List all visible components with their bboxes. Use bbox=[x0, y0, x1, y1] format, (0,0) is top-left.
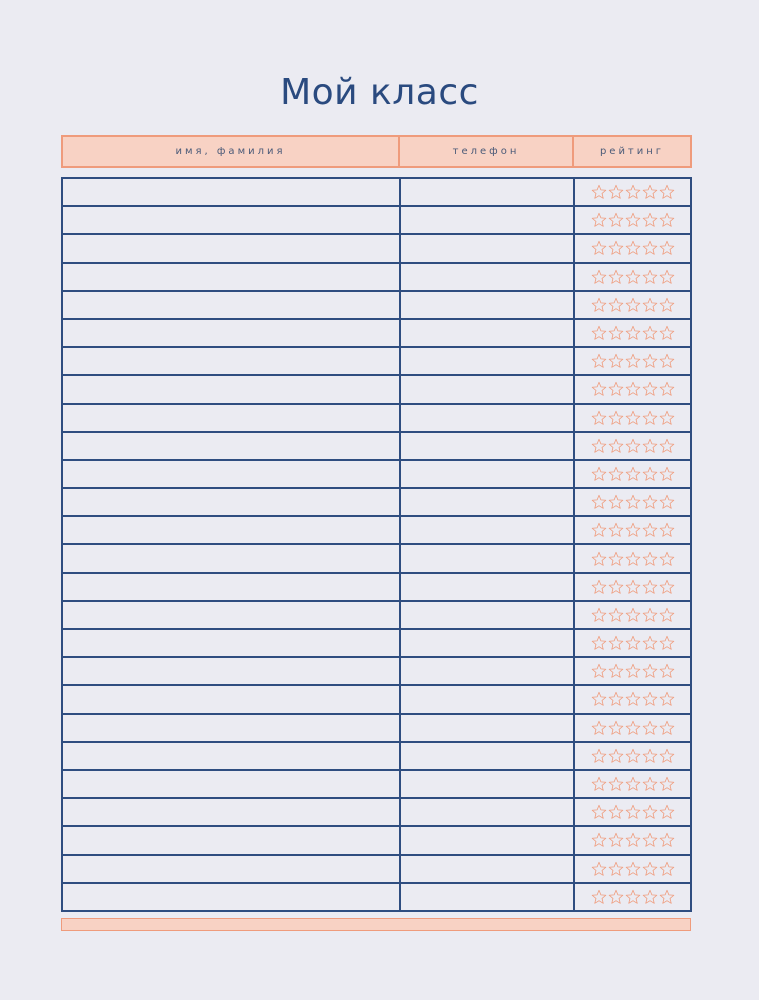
name-cell[interactable] bbox=[63, 686, 401, 712]
star-outline-icon[interactable] bbox=[591, 297, 607, 313]
rating-cell bbox=[575, 574, 690, 600]
star-outline-icon[interactable] bbox=[608, 466, 624, 482]
star-outline-icon[interactable] bbox=[625, 861, 641, 877]
star-outline-icon[interactable] bbox=[591, 804, 607, 820]
star-outline-icon[interactable] bbox=[625, 184, 641, 200]
star-outline-icon[interactable] bbox=[625, 410, 641, 426]
table-row bbox=[63, 320, 690, 348]
class-table bbox=[61, 177, 692, 912]
table-row bbox=[63, 376, 690, 404]
star-outline-icon[interactable] bbox=[608, 269, 624, 285]
star-outline-icon[interactable] bbox=[591, 494, 607, 510]
name-cell[interactable] bbox=[63, 292, 401, 318]
star-outline-icon[interactable] bbox=[659, 212, 675, 228]
star-outline-icon[interactable] bbox=[659, 663, 675, 679]
table-row bbox=[63, 715, 690, 743]
phone-cell[interactable] bbox=[401, 658, 575, 684]
rating-cell bbox=[575, 686, 690, 712]
star-outline-icon[interactable] bbox=[591, 466, 607, 482]
phone-cell[interactable] bbox=[401, 179, 575, 205]
star-outline-icon[interactable] bbox=[659, 325, 675, 341]
star-outline-icon[interactable] bbox=[642, 691, 658, 707]
star-outline-icon[interactable] bbox=[642, 410, 658, 426]
rating-cell bbox=[575, 856, 690, 882]
star-outline-icon[interactable] bbox=[591, 551, 607, 567]
star-outline-icon[interactable] bbox=[591, 325, 607, 341]
star-outline-icon[interactable] bbox=[608, 353, 624, 369]
star-outline-icon[interactable] bbox=[625, 832, 641, 848]
star-outline-icon[interactable] bbox=[625, 212, 641, 228]
star-outline-icon[interactable] bbox=[591, 720, 607, 736]
phone-cell[interactable] bbox=[401, 827, 575, 853]
star-outline-icon[interactable] bbox=[608, 861, 624, 877]
phone-cell[interactable] bbox=[401, 799, 575, 825]
star-outline-icon[interactable] bbox=[608, 381, 624, 397]
star-outline-icon[interactable] bbox=[608, 240, 624, 256]
star-outline-icon[interactable] bbox=[642, 663, 658, 679]
phone-cell[interactable] bbox=[401, 715, 575, 741]
star-outline-icon[interactable] bbox=[659, 381, 675, 397]
name-cell[interactable] bbox=[63, 630, 401, 656]
star-outline-icon[interactable] bbox=[625, 776, 641, 792]
table-row bbox=[63, 517, 690, 545]
rating-cell bbox=[575, 405, 690, 431]
star-outline-icon[interactable] bbox=[659, 832, 675, 848]
star-outline-icon[interactable] bbox=[642, 466, 658, 482]
star-outline-icon[interactable] bbox=[608, 635, 624, 651]
star-outline-icon[interactable] bbox=[642, 607, 658, 623]
star-outline-icon[interactable] bbox=[659, 297, 675, 313]
table-row bbox=[63, 602, 690, 630]
name-cell[interactable] bbox=[63, 461, 401, 487]
star-outline-icon[interactable] bbox=[625, 691, 641, 707]
star-outline-icon[interactable] bbox=[608, 410, 624, 426]
star-outline-icon[interactable] bbox=[608, 212, 624, 228]
star-outline-icon[interactable] bbox=[659, 353, 675, 369]
star-outline-icon[interactable] bbox=[608, 325, 624, 341]
star-outline-icon[interactable] bbox=[591, 832, 607, 848]
name-cell[interactable] bbox=[63, 264, 401, 290]
phone-cell[interactable] bbox=[401, 348, 575, 374]
name-cell[interactable] bbox=[63, 884, 401, 910]
star-outline-icon[interactable] bbox=[642, 635, 658, 651]
rating-cell bbox=[575, 771, 690, 797]
star-outline-icon[interactable] bbox=[659, 466, 675, 482]
phone-cell[interactable] bbox=[401, 320, 575, 346]
rating-cell bbox=[575, 602, 690, 628]
name-cell[interactable] bbox=[63, 348, 401, 374]
star-outline-icon[interactable] bbox=[642, 522, 658, 538]
table-row bbox=[63, 235, 690, 263]
star-outline-icon[interactable] bbox=[608, 691, 624, 707]
table-row bbox=[63, 574, 690, 602]
name-cell[interactable] bbox=[63, 574, 401, 600]
star-outline-icon[interactable] bbox=[625, 607, 641, 623]
name-cell[interactable] bbox=[63, 489, 401, 515]
star-outline-icon[interactable] bbox=[608, 551, 624, 567]
table-row bbox=[63, 207, 690, 235]
table-row bbox=[63, 292, 690, 320]
rating-cell bbox=[575, 743, 690, 769]
phone-cell[interactable] bbox=[401, 686, 575, 712]
star-outline-icon[interactable] bbox=[642, 297, 658, 313]
table-row bbox=[63, 686, 690, 714]
star-outline-icon[interactable] bbox=[608, 776, 624, 792]
name-cell[interactable] bbox=[63, 856, 401, 882]
name-cell[interactable] bbox=[63, 658, 401, 684]
name-cell[interactable] bbox=[63, 771, 401, 797]
rating-cell bbox=[575, 517, 690, 543]
star-outline-icon[interactable] bbox=[642, 212, 658, 228]
star-outline-icon[interactable] bbox=[642, 240, 658, 256]
rating-cell bbox=[575, 715, 690, 741]
name-cell[interactable] bbox=[63, 235, 401, 261]
star-outline-icon[interactable] bbox=[608, 607, 624, 623]
star-outline-icon[interactable] bbox=[659, 691, 675, 707]
star-outline-icon[interactable] bbox=[625, 381, 641, 397]
name-cell[interactable] bbox=[63, 433, 401, 459]
rating-cell bbox=[575, 461, 690, 487]
star-outline-icon[interactable] bbox=[608, 832, 624, 848]
table-row bbox=[63, 630, 690, 658]
star-outline-icon[interactable] bbox=[659, 889, 675, 905]
table-row bbox=[63, 658, 690, 686]
phone-cell[interactable] bbox=[401, 743, 575, 769]
star-outline-icon[interactable] bbox=[659, 720, 675, 736]
star-outline-icon[interactable] bbox=[659, 607, 675, 623]
name-cell[interactable] bbox=[63, 320, 401, 346]
star-outline-icon[interactable] bbox=[608, 748, 624, 764]
star-outline-icon[interactable] bbox=[642, 353, 658, 369]
table-row bbox=[63, 771, 690, 799]
table-row bbox=[63, 827, 690, 855]
star-outline-icon[interactable] bbox=[625, 438, 641, 454]
star-outline-icon[interactable] bbox=[608, 494, 624, 510]
rating-cell bbox=[575, 630, 690, 656]
star-outline-icon[interactable] bbox=[625, 663, 641, 679]
phone-cell[interactable] bbox=[401, 264, 575, 290]
table-row bbox=[63, 489, 690, 517]
star-outline-icon[interactable] bbox=[642, 748, 658, 764]
star-outline-icon[interactable] bbox=[608, 804, 624, 820]
star-outline-icon[interactable] bbox=[591, 776, 607, 792]
star-outline-icon[interactable] bbox=[591, 410, 607, 426]
rating-cell bbox=[575, 179, 690, 205]
phone-cell[interactable] bbox=[401, 545, 575, 571]
star-outline-icon[interactable] bbox=[591, 748, 607, 764]
star-outline-icon[interactable] bbox=[625, 748, 641, 764]
star-outline-icon[interactable] bbox=[591, 522, 607, 538]
star-outline-icon[interactable] bbox=[608, 297, 624, 313]
table-row bbox=[63, 433, 690, 461]
star-outline-icon[interactable] bbox=[659, 804, 675, 820]
column-header-phone: телефон bbox=[400, 135, 574, 168]
table-row bbox=[63, 179, 690, 207]
star-outline-icon[interactable] bbox=[659, 438, 675, 454]
rating-cell bbox=[575, 433, 690, 459]
star-outline-icon[interactable] bbox=[659, 184, 675, 200]
star-outline-icon[interactable] bbox=[625, 466, 641, 482]
star-outline-icon[interactable] bbox=[659, 748, 675, 764]
star-outline-icon[interactable] bbox=[591, 691, 607, 707]
name-cell[interactable] bbox=[63, 799, 401, 825]
phone-cell[interactable] bbox=[401, 235, 575, 261]
rating-cell bbox=[575, 207, 690, 233]
star-outline-icon[interactable] bbox=[591, 889, 607, 905]
star-outline-icon[interactable] bbox=[591, 269, 607, 285]
star-outline-icon[interactable] bbox=[625, 889, 641, 905]
footer-bar bbox=[61, 918, 691, 931]
rating-cell bbox=[575, 489, 690, 515]
table-row bbox=[63, 799, 690, 827]
star-outline-icon[interactable] bbox=[591, 438, 607, 454]
star-outline-icon[interactable] bbox=[625, 551, 641, 567]
phone-cell[interactable] bbox=[401, 461, 575, 487]
star-outline-icon[interactable] bbox=[608, 184, 624, 200]
name-cell[interactable] bbox=[63, 207, 401, 233]
rating-cell bbox=[575, 799, 690, 825]
page-title: Мой класс bbox=[280, 72, 479, 113]
phone-cell[interactable] bbox=[401, 574, 575, 600]
rating-cell bbox=[575, 658, 690, 684]
rating-cell bbox=[575, 292, 690, 318]
star-outline-icon[interactable] bbox=[625, 579, 641, 595]
star-outline-icon[interactable] bbox=[625, 494, 641, 510]
star-outline-icon[interactable] bbox=[591, 212, 607, 228]
table-row bbox=[63, 348, 690, 376]
phone-cell[interactable] bbox=[401, 602, 575, 628]
table-row bbox=[63, 545, 690, 573]
star-outline-icon[interactable] bbox=[625, 353, 641, 369]
star-outline-icon[interactable] bbox=[642, 776, 658, 792]
star-outline-icon[interactable] bbox=[642, 579, 658, 595]
star-outline-icon[interactable] bbox=[591, 607, 607, 623]
name-cell[interactable] bbox=[63, 179, 401, 205]
rating-cell bbox=[575, 827, 690, 853]
name-cell[interactable] bbox=[63, 376, 401, 402]
star-outline-icon[interactable] bbox=[625, 635, 641, 651]
star-outline-icon[interactable] bbox=[659, 579, 675, 595]
phone-cell[interactable] bbox=[401, 489, 575, 515]
table-row bbox=[63, 405, 690, 433]
star-outline-icon[interactable] bbox=[625, 522, 641, 538]
star-outline-icon[interactable] bbox=[591, 240, 607, 256]
phone-cell[interactable] bbox=[401, 292, 575, 318]
star-outline-icon[interactable] bbox=[591, 184, 607, 200]
star-outline-icon[interactable] bbox=[659, 776, 675, 792]
phone-cell[interactable] bbox=[401, 517, 575, 543]
star-outline-icon[interactable] bbox=[642, 494, 658, 510]
star-outline-icon[interactable] bbox=[642, 832, 658, 848]
table-row bbox=[63, 884, 690, 912]
rating-cell bbox=[575, 235, 690, 261]
star-outline-icon[interactable] bbox=[642, 889, 658, 905]
star-outline-icon[interactable] bbox=[642, 720, 658, 736]
star-outline-icon[interactable] bbox=[659, 551, 675, 567]
star-outline-icon[interactable] bbox=[642, 184, 658, 200]
star-outline-icon[interactable] bbox=[642, 438, 658, 454]
phone-cell[interactable] bbox=[401, 405, 575, 431]
star-outline-icon[interactable] bbox=[591, 579, 607, 595]
table-row bbox=[63, 743, 690, 771]
column-header-name: имя, фамилия bbox=[61, 135, 400, 168]
rating-cell bbox=[575, 320, 690, 346]
phone-cell[interactable] bbox=[401, 771, 575, 797]
star-outline-icon[interactable] bbox=[642, 269, 658, 285]
star-outline-icon[interactable] bbox=[625, 297, 641, 313]
star-outline-icon[interactable] bbox=[591, 353, 607, 369]
star-outline-icon[interactable] bbox=[659, 240, 675, 256]
star-outline-icon[interactable] bbox=[659, 494, 675, 510]
rating-cell bbox=[575, 348, 690, 374]
star-outline-icon[interactable] bbox=[642, 804, 658, 820]
name-cell[interactable] bbox=[63, 405, 401, 431]
name-cell[interactable] bbox=[63, 743, 401, 769]
name-cell[interactable] bbox=[63, 517, 401, 543]
name-cell[interactable] bbox=[63, 827, 401, 853]
star-outline-icon[interactable] bbox=[625, 804, 641, 820]
star-outline-icon[interactable] bbox=[591, 635, 607, 651]
rating-cell bbox=[575, 376, 690, 402]
star-outline-icon[interactable] bbox=[625, 720, 641, 736]
name-cell[interactable] bbox=[63, 715, 401, 741]
phone-cell[interactable] bbox=[401, 433, 575, 459]
name-cell[interactable] bbox=[63, 602, 401, 628]
table-header bbox=[61, 135, 692, 168]
star-outline-icon[interactable] bbox=[642, 861, 658, 877]
table-row bbox=[63, 264, 690, 292]
star-outline-icon[interactable] bbox=[659, 861, 675, 877]
table-row bbox=[63, 461, 690, 489]
star-outline-icon[interactable] bbox=[608, 720, 624, 736]
column-header-rating: рейтинг bbox=[574, 135, 692, 168]
star-outline-icon[interactable] bbox=[659, 522, 675, 538]
rating-cell bbox=[575, 264, 690, 290]
phone-cell[interactable] bbox=[401, 376, 575, 402]
table-row bbox=[63, 856, 690, 884]
phone-cell[interactable] bbox=[401, 856, 575, 882]
star-outline-icon[interactable] bbox=[608, 438, 624, 454]
phone-cell[interactable] bbox=[401, 207, 575, 233]
star-outline-icon[interactable] bbox=[642, 325, 658, 341]
name-cell[interactable] bbox=[63, 545, 401, 571]
star-outline-icon[interactable] bbox=[608, 889, 624, 905]
star-outline-icon[interactable] bbox=[608, 522, 624, 538]
star-outline-icon[interactable] bbox=[591, 663, 607, 679]
phone-cell[interactable] bbox=[401, 630, 575, 656]
star-outline-icon[interactable] bbox=[642, 551, 658, 567]
star-outline-icon[interactable] bbox=[625, 240, 641, 256]
star-outline-icon[interactable] bbox=[659, 410, 675, 426]
star-outline-icon[interactable] bbox=[659, 269, 675, 285]
star-outline-icon[interactable] bbox=[625, 269, 641, 285]
star-outline-icon[interactable] bbox=[642, 381, 658, 397]
rating-cell bbox=[575, 545, 690, 571]
star-outline-icon[interactable] bbox=[659, 635, 675, 651]
star-outline-icon[interactable] bbox=[591, 861, 607, 877]
star-outline-icon[interactable] bbox=[608, 579, 624, 595]
star-outline-icon[interactable] bbox=[591, 381, 607, 397]
star-outline-icon[interactable] bbox=[625, 325, 641, 341]
phone-cell[interactable] bbox=[401, 884, 575, 910]
rating-cell bbox=[575, 884, 690, 910]
star-outline-icon[interactable] bbox=[608, 663, 624, 679]
